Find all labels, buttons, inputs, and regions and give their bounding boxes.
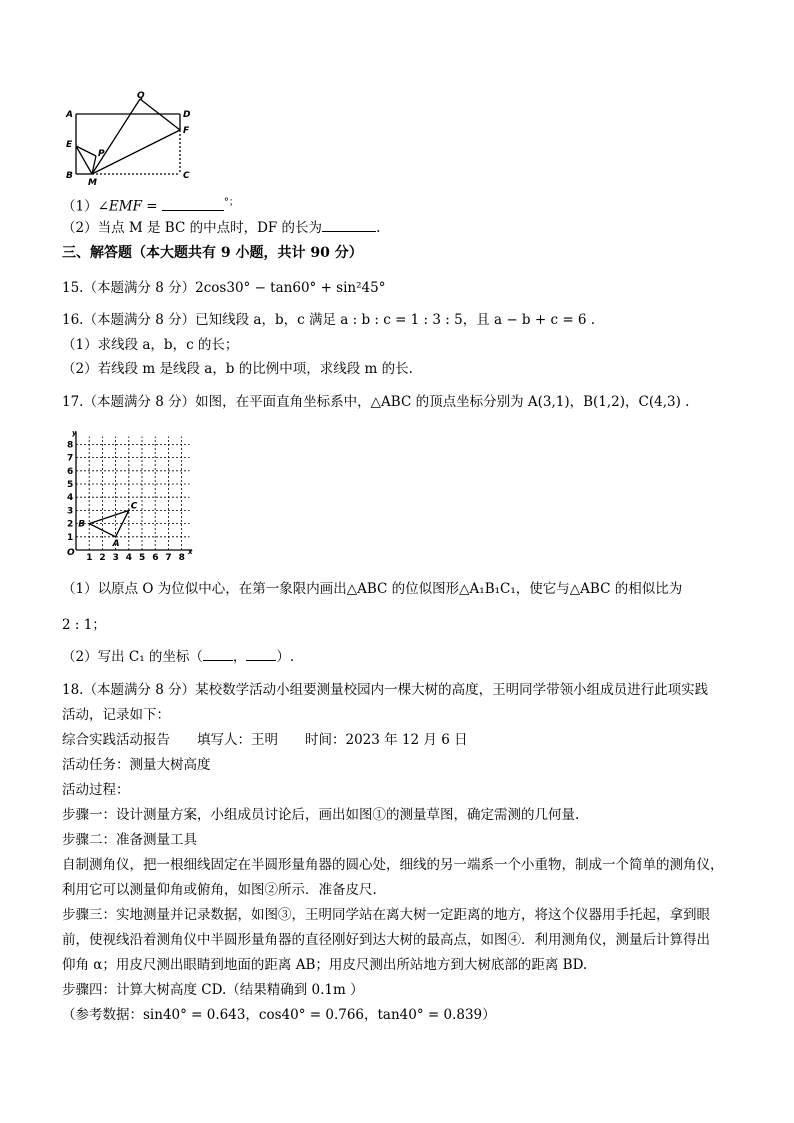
y-tick-label: 1 xyxy=(67,532,74,543)
label-b: B xyxy=(66,171,73,181)
q18-step2: 步骤二：准备测量工具 xyxy=(62,832,197,848)
x-tick-label: 2 xyxy=(99,553,106,560)
point-label-b: B xyxy=(78,519,86,530)
x-tick-label: 6 xyxy=(152,553,159,560)
label-f: F xyxy=(183,126,190,136)
x-axis-label: x xyxy=(188,548,193,556)
q18-step3a: 步骤三：实地测量并记录数据，如图③，王明同学站在离大树一定距离的地方，将这个仪器用手托起，拿到眼 xyxy=(62,907,710,923)
q17-part1-line2: 2 : 1； xyxy=(62,617,106,633)
q14-figure xyxy=(62,90,202,186)
q17-part1-line1: （1）以原点 O 为位似中心，在第一象限内画出△ABC 的位似图形△A₁B₁C₁，使它与△ABC 的相似比为 xyxy=(62,581,683,597)
x-tick-label: 3 xyxy=(112,553,119,560)
point-label-a: A xyxy=(112,538,120,549)
q18-line2: 活动，记录如下： xyxy=(62,707,170,723)
y-tick-label: 5 xyxy=(67,480,74,490)
label-a: A xyxy=(66,110,73,120)
x-tick-label: 4 xyxy=(125,553,133,560)
q18-step4: 步骤四：计算大树高度 CD.（结果精确到 0.1m ） xyxy=(62,982,364,998)
answer-blank-emf[interactable] xyxy=(162,210,224,211)
q18-step3c: 仰角 α；用皮尺测出眼睛到地面的距离 AB；用皮尺测出所站地方到大树底部的距离 BD. xyxy=(62,957,588,973)
q18-task: 活动任务：测量大树高度 xyxy=(62,757,211,773)
q17-part2: （2）写出 C₁ 的坐标（ ， ）. xyxy=(62,649,295,665)
q18-step2a: 自制测角仪，把一根细线固定在半圆形量角器的圆心处，细线的另一端系一个小重物，制成一个简单的测角仪， xyxy=(62,857,724,873)
y-tick-label: 2 xyxy=(67,519,74,530)
y-tick-label: 3 xyxy=(67,506,74,517)
x-tick-label: 5 xyxy=(139,553,146,560)
q18-line1: 18.（本题满分 8 分）某校数学活动小组要测量校园内一棵大树的高度，王明同学带领小组成员进行此项实践 xyxy=(62,682,709,698)
q16-part2: （2）若线段 m 是线段 a，b 的比例中项，求线段 m 的长. xyxy=(62,361,413,377)
q18-step1: 步骤一：设计测量方案，小组成员讨论后，画出如图①的测量草图，确定需测的几何量. xyxy=(62,807,580,823)
point-label-c: C xyxy=(130,501,138,512)
q14-part1: （1）∠EMF = °； xyxy=(62,197,239,215)
y-tick-label: 8 xyxy=(67,440,74,451)
q18-step2b: 利用它可以测量仰角或俯角，如图②所示．准备皮尺. xyxy=(62,882,377,898)
origin-label: O xyxy=(67,548,75,558)
x-tick-label: 8 xyxy=(178,553,185,560)
section-title: 三、解答题（本大题共有 9 小题，共计 90 分） xyxy=(62,245,363,261)
answer-blank-c1-x[interactable] xyxy=(203,660,233,661)
q16-line1: 16.（本题满分 8 分）已知线段 a，b，c 满足 a : b : c = 1 : 3 : 5，且 a − b + c = 6 . xyxy=(62,312,596,328)
label-m: M xyxy=(88,178,97,186)
answer-blank-c1-y[interactable] xyxy=(246,660,276,661)
label-e: E xyxy=(66,140,73,150)
label-q: Q xyxy=(137,91,145,101)
y-tick-label: 7 xyxy=(67,453,74,464)
y-tick-label: 6 xyxy=(67,466,74,477)
q14-part2: （2）当点 M 是 BC 的中点时，DF 的长为 . xyxy=(62,220,381,236)
q18-step3b: 前，使视线沿着测角仪中半圆形量角器的直径刚好到达大树的最高点，如图④．利用测角仪，测量后计算得出 xyxy=(62,932,710,948)
label-p: P xyxy=(98,149,105,159)
q16-part1: （1）求线段 a，b，c 的长； xyxy=(62,337,239,353)
q18-reference-data: （参考数据：sin40° = 0.643，cos40° = 0.766，tan40° = 0.839） xyxy=(62,1007,496,1023)
x-tick-label: 7 xyxy=(165,553,172,560)
y-axis-label: y xyxy=(72,429,77,437)
y-tick-label: 4 xyxy=(67,493,74,504)
q17-coordinate-grid xyxy=(62,428,202,560)
answer-blank-df[interactable] xyxy=(322,231,376,232)
label-d: D xyxy=(183,110,191,120)
q18-process: 活动过程： xyxy=(62,782,130,798)
q17-line1: 17.（本题满分 8 分）如图，在平面直角坐标系中，△ABC 的顶点坐标分别为 A(3,1)，B(1,2)，C(4,3) . xyxy=(62,394,690,410)
q18-report: 综合实践活动报告 填写人：王明 时间：2023 年 12 月 6 日 xyxy=(62,732,468,748)
q15: 15.（本题满分 8 分）2cos30° − tan60° + sin²45° xyxy=(62,280,386,296)
label-c: C xyxy=(183,171,190,181)
x-tick-label: 1 xyxy=(86,553,93,560)
